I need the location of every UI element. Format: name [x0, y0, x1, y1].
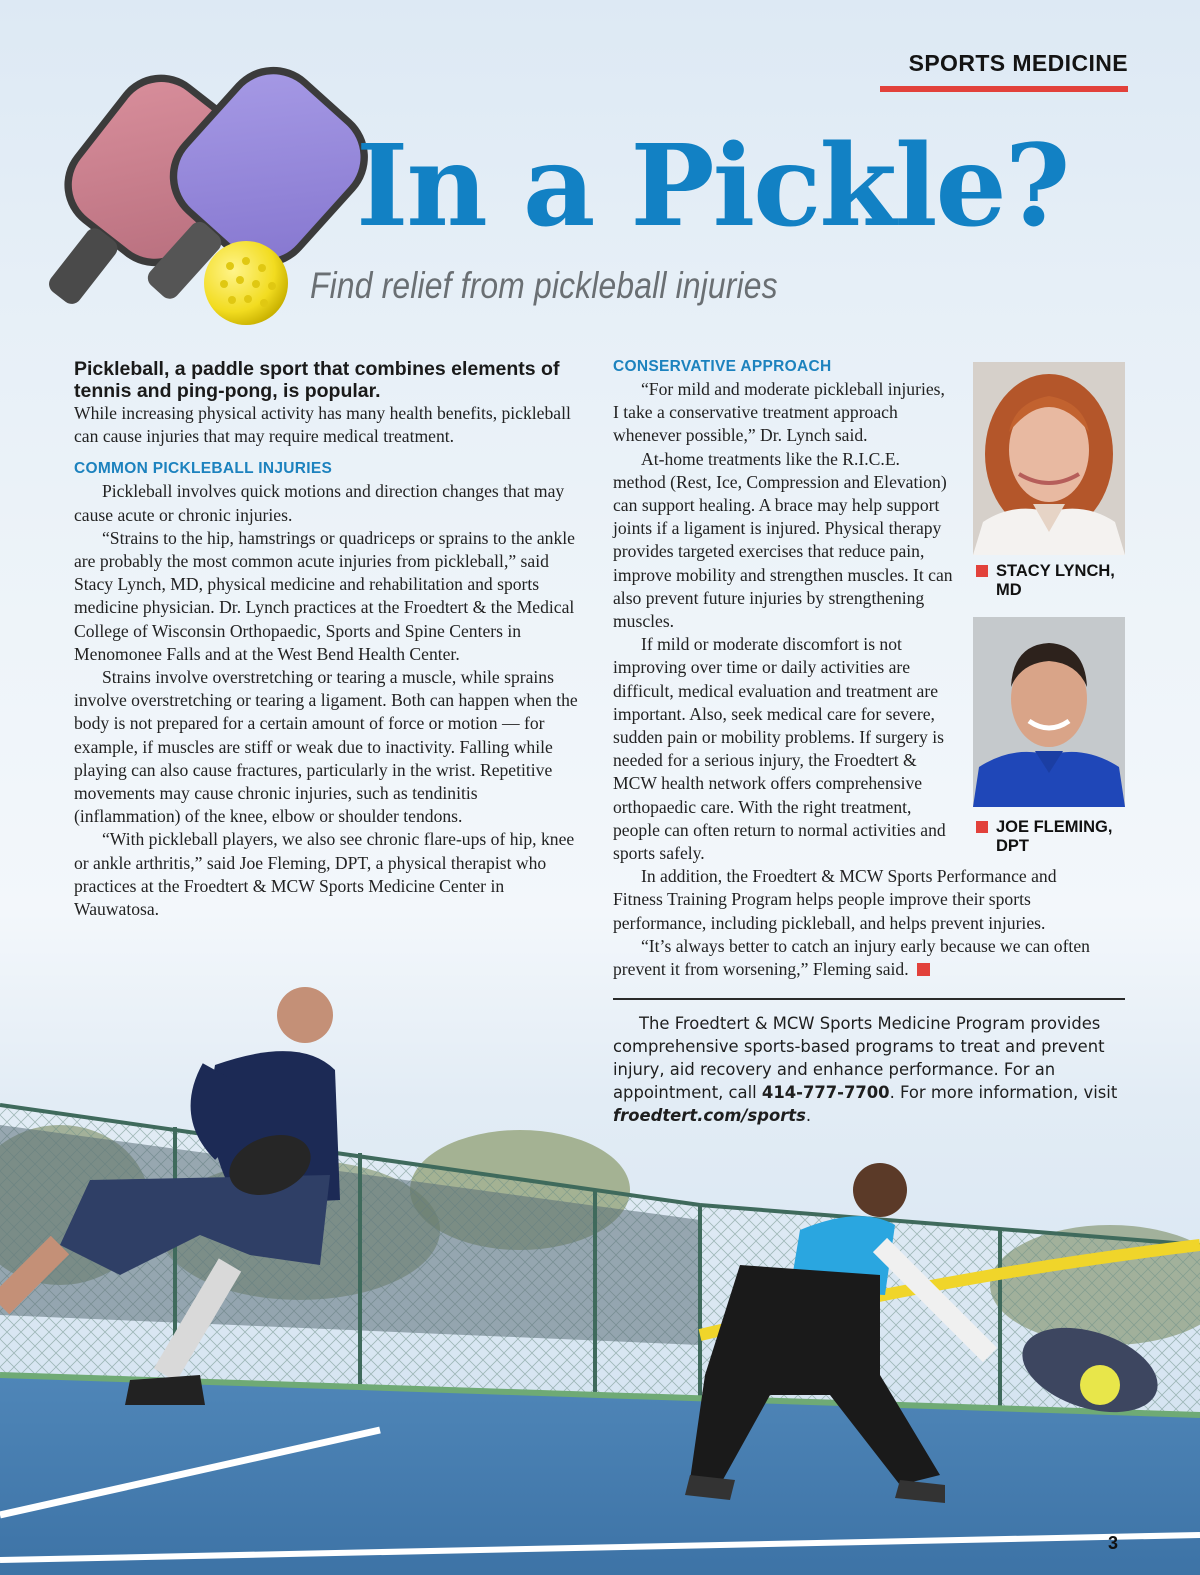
body-paragraph: “With pickleball players, we also see chronic flare-ups of hip, knee or ankle arthritis,” said Joe Fleming, DPT, a physical therapist who practices at the Froedtert & MCW Sports Medicine Center in Wauwatosa. [74, 829, 575, 920]
portrait-stacy-lynch [973, 362, 1125, 555]
body-paragraph: “For mild and moderate pickleball injuries, I take a conservative treatment approach whenever possible,” Dr. Lynch said. [613, 379, 945, 446]
lead-text: While increasing physical activity has many health benefits, pickleball can cause injuries that may require medical treatment. [74, 403, 571, 447]
portrait-caption: JOE FLEMING, DPT [976, 818, 1136, 856]
portrait-joe-fleming [973, 617, 1125, 807]
section-rule [880, 86, 1128, 92]
subhead-common-injuries: COMMON PICKLEBALL INJURIES [74, 460, 333, 478]
website-link[interactable]: froedtert.com/sports [613, 1106, 806, 1125]
pickleball-court-photo [0, 975, 1200, 1575]
final-quote: “It’s always better to catch an injury early because we can often prevent it from worsening,” Fleming said. [613, 935, 1090, 980]
body-paragraph: At-home treatments like the R.I.C.E. method (Rest, Ice, Compression and Elevation) can support healing. A brace may help support joints if a ligament is injured. Physical therapy provides targeted exercises that reduce pain, improve mobility and strengthen muscles. It can also prevent future injuries by strengthening muscles. [613, 448, 953, 632]
pickleball-icon [204, 241, 288, 325]
left-column [74, 358, 582, 921]
body-paragraph: If mild or moderate discomfort is not improving over time or daily activities are difficult, medical evaluation and treatment are important. Also, seek medical care for severe, sudden pain or mobility problems. If surgery is needed for a serious injury, the Froedtert & MCW health network offers comprehensive orthopaedic care. With the right treatment, people can often return to normal activities and sports safely. [613, 634, 946, 864]
body-paragraph: “Strains to the hip, hamstrings or quadriceps or sprains to the ankle are probably the most common acute injuries from pickleball,” said Stacy Lynch, MD, physical medicine and rehabilitation and sports medicine physician. Dr. Lynch practices at the Froedtert & the Medical College of Wisconsin Orthopaedic, Sports and Spine Centers in Menomonee Falls and at the West Bend Health Center. [74, 527, 575, 664]
info-text: . [805, 1106, 812, 1125]
subhead-conservative-approach: CONSERVATIVE APPROACH [613, 358, 832, 375]
lead-bold-text: Pickleball, a paddle sport that combines elements of tennis and ping-pong, is popular. [74, 358, 560, 402]
section-label: SPORTS MEDICINE [908, 50, 1128, 76]
body-paragraph: Pickleball involves quick motions and direction changes that may cause acute or chronic injuries. [74, 481, 565, 525]
page-subtitle: Find relief from pickleball injuries [310, 265, 778, 306]
info-text: . For more information, visit [889, 1083, 1118, 1102]
page-number: 3 [1108, 1533, 1119, 1553]
portrait-caption: STACY LYNCH, MD [976, 562, 1136, 600]
page-title: In a Pickle? [356, 121, 1069, 252]
body-paragraph: In addition, the Froedtert & MCW Sports Performance and Fitness Training Program helps people improve their sports performance, including pickleball, and helps prevent injuries. [613, 866, 1057, 933]
info-text: The Froedtert & MCW Sports Medicine Program provides comprehensive sports-based programs to treat and prevent injury, aid recovery and enhance performance. For an appointment, call [613, 1014, 1105, 1102]
body-paragraph: Strains involve overstretching or tearing a muscle, while sprains involve overstretching or tearing a ligament. Both can happen when the body is not prepared for a certain amount of force or motion — for example, if muscles are stiff or weak due to inactivity. Falling while playing can also cause fractures, particularly in the wrist. Repetitive movements may cause chronic injuries, such as tendinitis (inflammation) of the knee, elbow or shoulder tendons. [74, 667, 578, 827]
phone-number[interactable]: 414-777-7700 [761, 1083, 890, 1102]
